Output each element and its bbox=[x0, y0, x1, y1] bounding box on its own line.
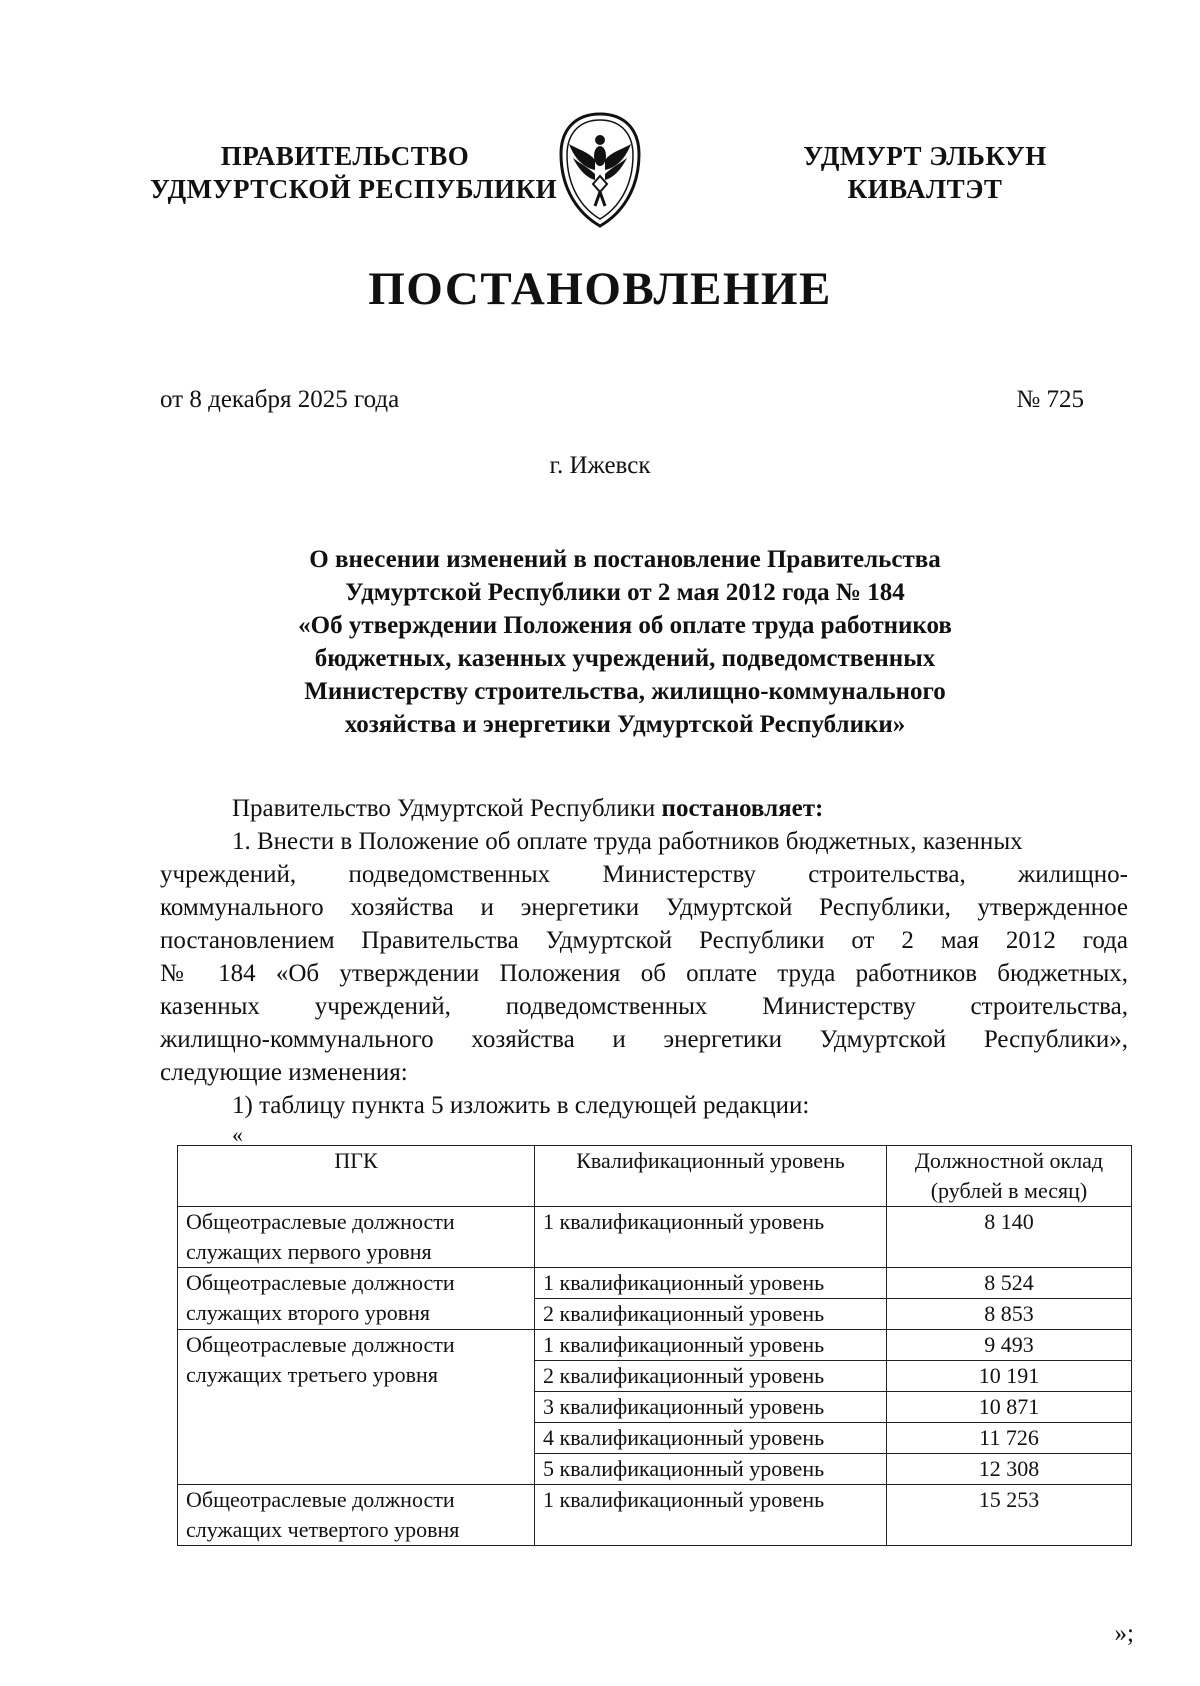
table-header-row bbox=[178, 1146, 1132, 1207]
cell-qualification-level: 2 квалификационный уровень bbox=[535, 1299, 887, 1330]
open-quote: « bbox=[232, 1122, 243, 1147]
document-number: № 725 bbox=[1016, 386, 1084, 413]
intro-text: Правительство Удмуртской Республики bbox=[232, 795, 662, 822]
subitem-text: 1) таблицу пункта 5 изложить в следующей редакции: bbox=[232, 1092, 810, 1119]
heading-line: Удмуртской Республики от 2 мая 2012 года № 184 bbox=[345, 579, 905, 606]
cell-salary: 11 726 bbox=[887, 1423, 1132, 1454]
heading-line: бюджетных, казенных учреждений, подведомственных bbox=[314, 645, 936, 672]
intro-bold: постановляет: bbox=[661, 795, 824, 822]
cell-qualification-level: 2 квалификационный уровень bbox=[535, 1361, 887, 1392]
cell-pgk-group: Общеотраслевые должности служащих первого уровня bbox=[178, 1207, 535, 1268]
header-salary: Должностной оклад (рублей в месяц) bbox=[887, 1146, 1132, 1207]
document-heading bbox=[230, 543, 1020, 741]
table-row bbox=[178, 1207, 1132, 1268]
cell-qualification-level: 1 квалификационный уровень bbox=[535, 1207, 887, 1268]
item-line: учреждений, подведомственных Министерству строительства, жилищно- bbox=[160, 861, 1128, 888]
header-pgk: ПГК bbox=[178, 1146, 535, 1207]
cell-pgk-group: Общеотраслевые должности служащих второго уровня bbox=[178, 1268, 535, 1330]
heading-line: Министерству строительства, жилищно-коммунального bbox=[304, 678, 946, 705]
government-name-russian bbox=[150, 140, 558, 206]
document-city: г. Ижевск bbox=[549, 452, 651, 479]
item-line: казенных учреждений, подведомственных Министерству строительства, bbox=[160, 993, 1128, 1020]
subitem-1 bbox=[160, 1089, 1128, 1122]
cell-salary: 10 191 bbox=[887, 1361, 1132, 1392]
cell-salary: 8 853 bbox=[887, 1299, 1132, 1330]
cell-salary: 10 871 bbox=[887, 1392, 1132, 1423]
cell-salary: 15 253 bbox=[887, 1485, 1132, 1546]
cell-pgk-group: Общеотраслевые должности служащих третьего уровня bbox=[178, 1330, 535, 1485]
document-type-title: ПОСТАНОВЛЕНИЕ bbox=[368, 263, 832, 315]
cell-qualification-level: 5 квалификационный уровень bbox=[535, 1454, 887, 1485]
header-line: КИВАЛТЭТ bbox=[847, 174, 1003, 204]
item-line: следующие изменения: bbox=[160, 1059, 408, 1086]
cell-salary: 8 140 bbox=[887, 1207, 1132, 1268]
resolution-item-1 bbox=[160, 825, 1128, 1089]
heading-line: О внесении изменений в постановление Правительства bbox=[309, 546, 941, 573]
table-row bbox=[178, 1330, 1132, 1361]
header-line: УДМУРТ ЭЛЬКУН bbox=[803, 141, 1047, 171]
cell-salary: 12 308 bbox=[887, 1454, 1132, 1485]
cell-qualification-level: 4 квалификационный уровень bbox=[535, 1423, 887, 1454]
cell-qualification-level: 1 квалификационный уровень bbox=[535, 1485, 887, 1546]
government-name-udmurt bbox=[790, 140, 1060, 206]
cell-salary: 8 524 bbox=[887, 1268, 1132, 1299]
cell-pgk-group: Общеотраслевые должности служащих четвертого уровня bbox=[178, 1485, 535, 1546]
table-row bbox=[178, 1268, 1132, 1299]
item-line: постановлением Правительства Удмуртской Республики от 2 мая 2012 года bbox=[160, 927, 1128, 954]
document-date: от 8 декабря 2025 года bbox=[160, 386, 400, 413]
cell-qualification-level: 1 квалификационный уровень bbox=[535, 1330, 887, 1361]
item-line: жилищно-коммунального хозяйства и энергетики Удмуртской Республики», bbox=[160, 1026, 1128, 1053]
close-quote: »; bbox=[1114, 1620, 1134, 1647]
cell-salary: 9 493 bbox=[887, 1330, 1132, 1361]
item-line: 1. Внести в Положение об оплате труда работников бюджетных, казенных bbox=[232, 828, 1023, 855]
coat-of-arms-icon bbox=[555, 110, 645, 230]
item-line: № 184 «Об утверждении Положения об оплате труда работников бюджетных, bbox=[160, 960, 1128, 987]
cell-qualification-level: 3 квалификационный уровень bbox=[535, 1392, 887, 1423]
cell-qualification-level: 1 квалификационный уровень bbox=[535, 1268, 887, 1299]
table-row bbox=[178, 1485, 1132, 1546]
resolution-intro bbox=[160, 792, 1128, 825]
heading-line: «Об утверждении Положения об оплате труда работников bbox=[298, 612, 952, 639]
header-level: Квалификационный уровень bbox=[535, 1146, 887, 1207]
item-line: коммунального хозяйства и энергетики Удмуртской Республики, утвержденное bbox=[160, 894, 1128, 921]
header-line: УДМУРТСКОЙ РЕСПУБЛИКИ bbox=[150, 174, 558, 204]
salary-table bbox=[177, 1145, 1132, 1546]
heading-line: хозяйства и энергетики Удмуртской Республики» bbox=[344, 711, 906, 738]
header-line: ПРАВИТЕЛЬСТВО bbox=[220, 141, 470, 171]
